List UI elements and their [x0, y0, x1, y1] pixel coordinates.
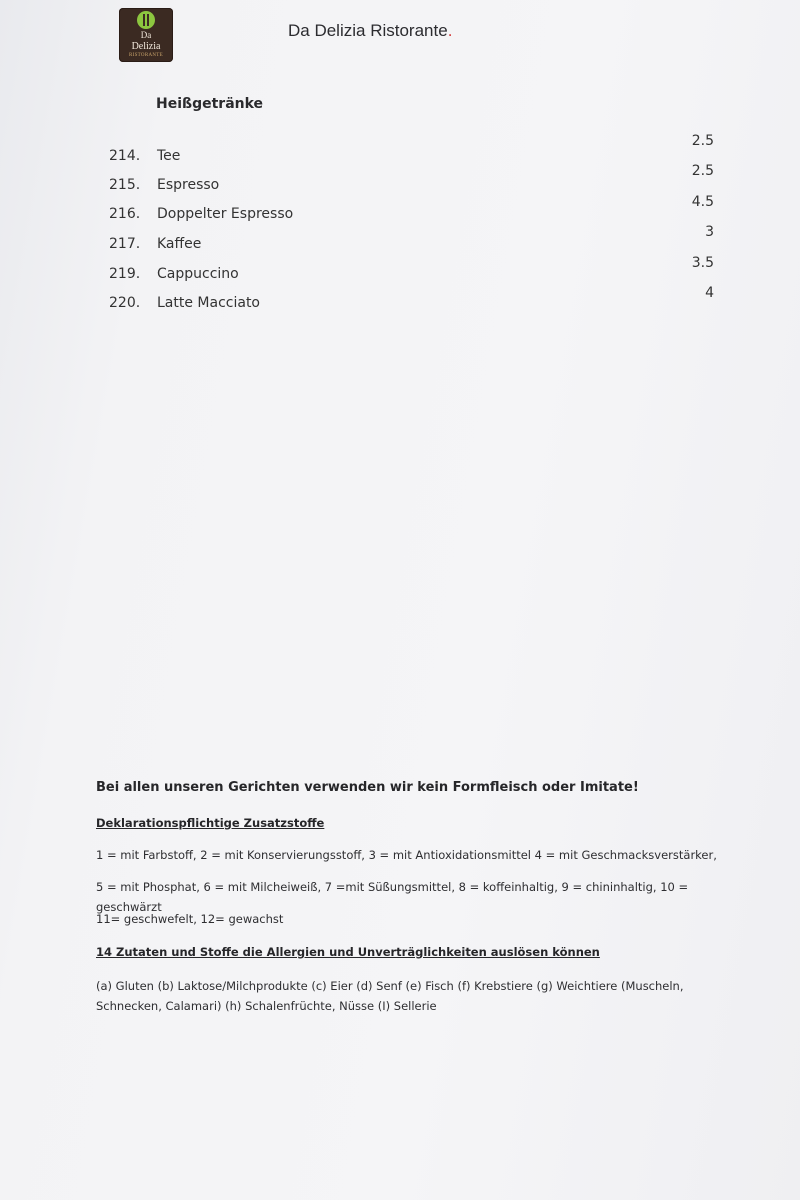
restaurant-logo: [119, 8, 173, 62]
menu-item-name: Kaffee: [157, 236, 202, 252]
logo-text-line1: Da: [140, 30, 152, 40]
additives-line: 5 = mit Phosphat, 6 = mit Milcheiweiß, 7 =mit Süßungsmittel, 8 = koffeinhaltig, 9 = chininhaltig, 10 = geschwärzt: [96, 880, 689, 914]
menu-item-price: 2.5: [691, 133, 714, 149]
menu-item-number: 216.: [109, 206, 141, 222]
menu-item-name: Cappuccino: [157, 266, 239, 282]
fork-logo-icon: [137, 11, 155, 29]
menu-item-price: 4.5: [691, 194, 714, 210]
allergens-text: (a) Gluten (b) Laktose/Milchprodukte (c) Eier (d) Senf (e) Fisch (f) Krebstiere (g) Weichtiere (Muscheln, Schnecken, Calamari) (h) Schalenfrüchte, Nüsse (I) Sellerie: [96, 979, 684, 1013]
additives-line: 1 = mit Farbstoff, 2 = mit Konservierungsstoff, 3 = mit Antioxidationsmittel 4 = mit Geschmacksverstärker,: [96, 848, 717, 862]
menu-item-number: 215.: [109, 177, 141, 193]
menu-item-price: 3.5: [691, 255, 714, 271]
additives-heading: Deklarationspflichtige Zusatzstoffe: [96, 816, 325, 830]
additives-line: 11= geschwefelt, 12= gewachst: [96, 912, 284, 926]
no-imitation-notice: Bei allen unseren Gerichten verwenden wir kein Formfleisch oder Imitate!: [96, 780, 639, 795]
logo-text-line2: Delizia: [131, 41, 161, 52]
menu-item-name: Doppelter Espresso: [157, 206, 294, 222]
menu-item-price: 4: [705, 285, 714, 301]
menu-item-name: Tee: [157, 148, 181, 164]
restaurant-title-text: Da Delizia Ristorante: [288, 21, 448, 40]
logo-text-line3: RISTORANTE: [128, 53, 164, 58]
restaurant-title-dot: .: [447, 21, 453, 40]
menu-item-name: Latte Macciato: [157, 295, 260, 311]
menu-item-number: 219.: [109, 266, 141, 282]
menu-item-price: 2.5: [691, 163, 714, 179]
restaurant-title: [288, 21, 452, 41]
section-title-hot-drinks: Heißgetränke: [156, 96, 264, 112]
menu-item-name: Espresso: [157, 177, 220, 193]
menu-item-number: 217.: [109, 236, 141, 252]
menu-item-number: 214.: [109, 148, 141, 164]
allergens-heading: 14 Zutaten und Stoffe die Allergien und Unverträglichkeiten auslösen können: [96, 945, 600, 959]
menu-item-price: 3: [705, 224, 714, 240]
menu-item-number: 220.: [109, 295, 141, 311]
